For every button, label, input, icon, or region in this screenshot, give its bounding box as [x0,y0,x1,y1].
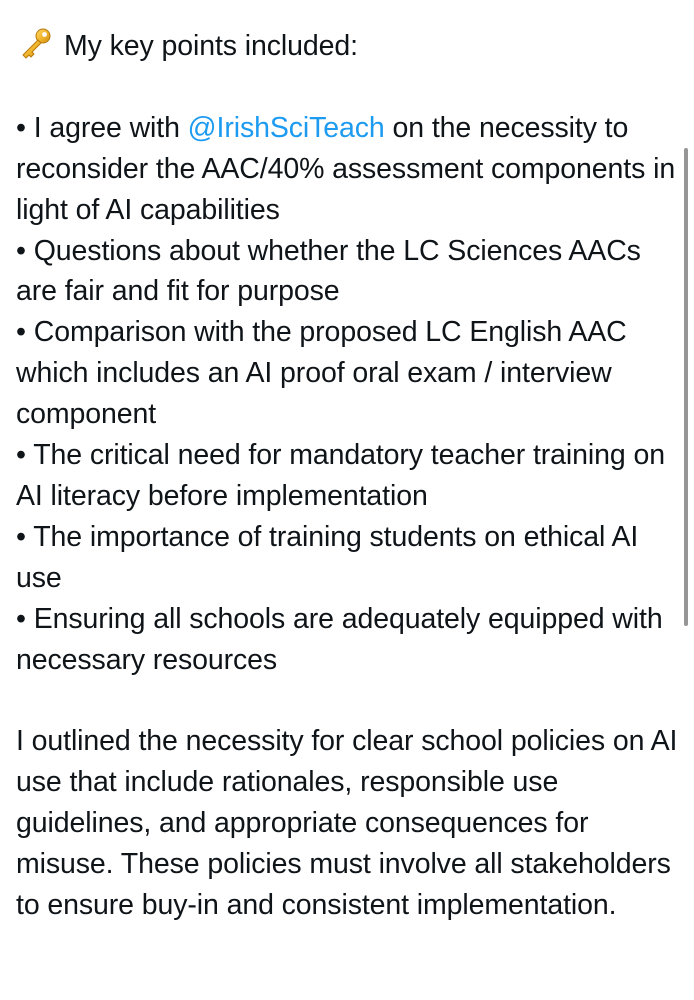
bullet-item-3 [16,312,680,435]
post-heading [16,26,680,67]
bullet-item-5 [16,517,680,599]
scrollbar[interactable] [684,148,688,626]
bullet-text: I agree with [33,111,188,144]
bullet-text: The critical need for mandatory teacher training on AI literacy before implementation [16,439,665,512]
bullet-item-2 [16,231,680,313]
bullet-item-6 [16,599,680,681]
heading-text: My key points included: [64,30,358,62]
bullet-marker: • [16,439,26,472]
blank-line [16,680,680,721]
mention-link[interactable]: @IrishSciTeach [187,111,385,144]
blank-line [16,67,680,108]
bullet-marker: • [16,316,26,349]
bullet-text: The importance of training students on ethical AI use [16,520,639,594]
bullet-marker: • [16,111,26,144]
closing-paragraph: I outlined the necessity for clear school policies on AI use that include rationales, responsible use guidelines, and appropriate consequences for misuse. These policies must involve all stakeholders to ensure buy-in and consistent implementation. [16,725,678,921]
bullet-text: Ensuring all schools are adequately equipped with necessary resources [16,602,663,676]
bullet-marker: • [16,234,26,267]
key-icon [16,27,56,61]
bullet-text: Comparison with the proposed LC English AAC which includes an AI proof oral exam / interview component [16,316,627,431]
bullet-text: on the necessity to reconsider the AAC/40% assessment components in light of AI capabilities [16,111,676,226]
bullet-item-1 [16,108,680,231]
bullet-marker: • [16,520,26,553]
post-body [16,26,680,926]
bullet-marker: • [16,602,26,635]
bullet-text: Questions about whether the LC Sciences AACs are fair and fit for purpose [16,234,641,308]
bullet-item-4 [16,435,680,517]
